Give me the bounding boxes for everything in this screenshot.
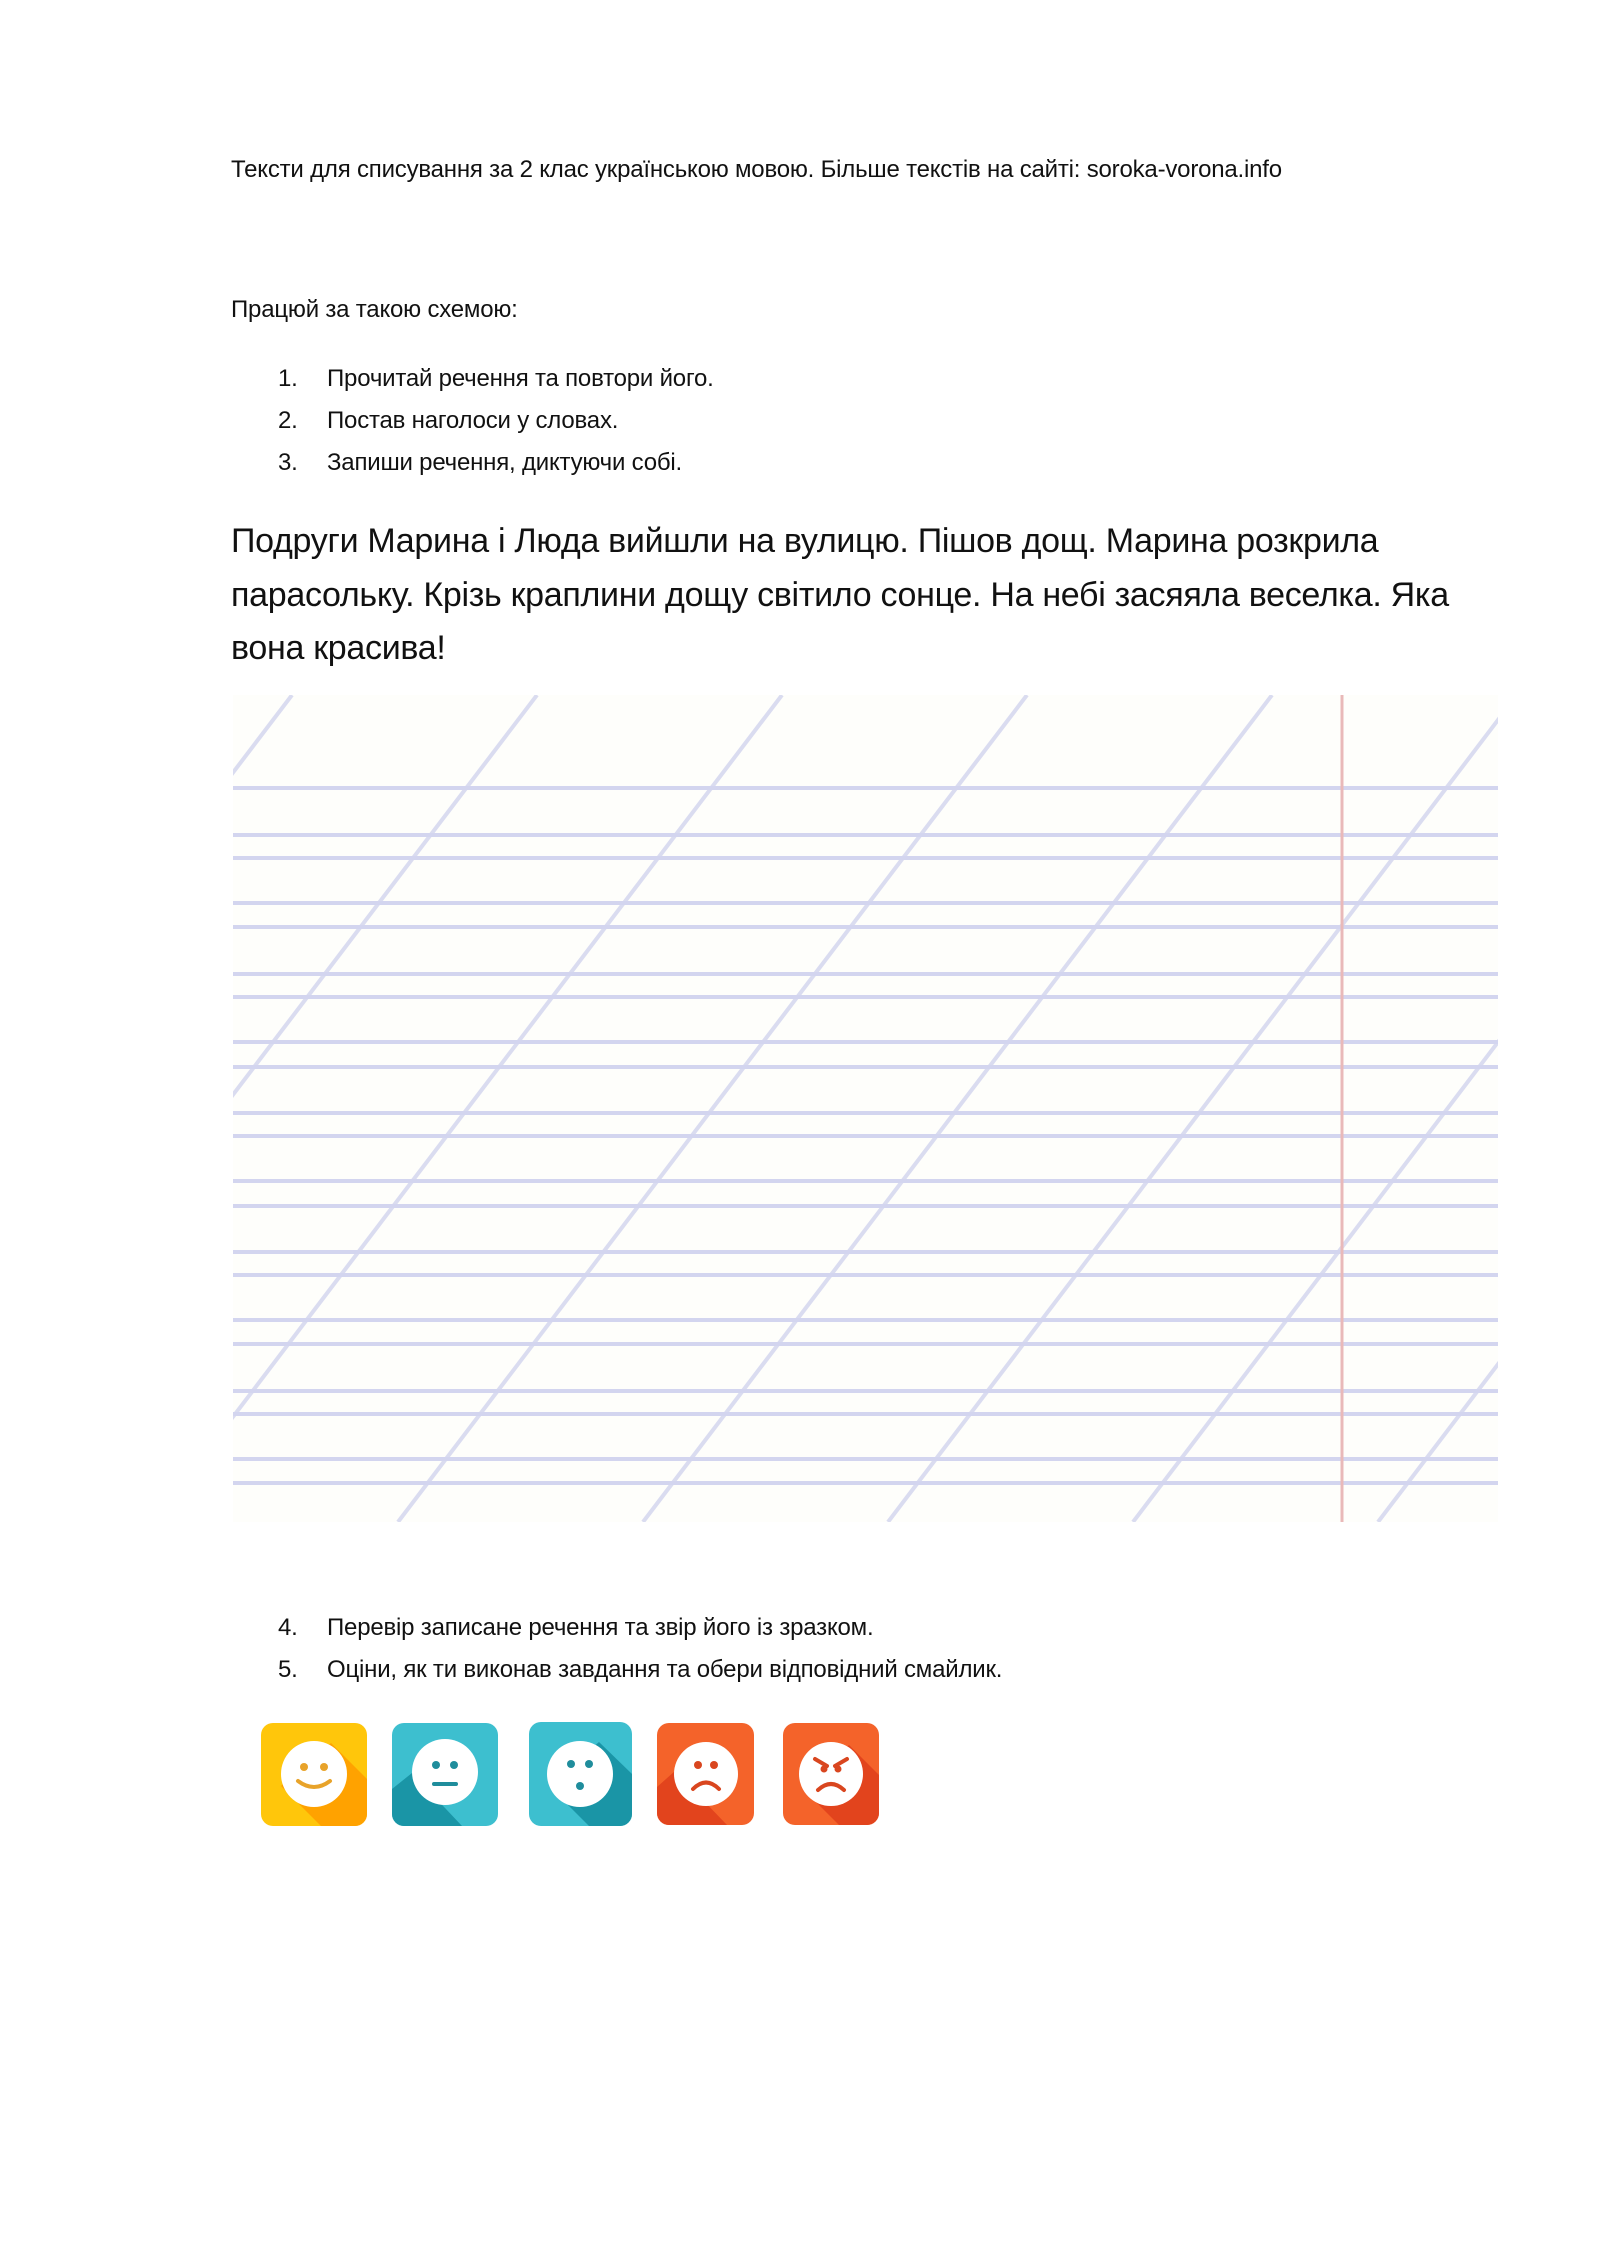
smiley-neutral[interactable] <box>392 1723 498 1826</box>
step-number: 1. <box>278 365 298 392</box>
step-text: Оціни, як ти виконав завдання та обери відповідний смайлик. <box>327 1656 1003 1683</box>
document-header: Тексти для списування за 2 клас українською мовою. Більше текстів на сайті: soroka-vorona.info <box>231 156 1282 183</box>
angry-face-icon <box>783 1723 879 1825</box>
dictation-line: парасольку. Крізь краплини дощу світило сонце. На небі засяяла веселка. Яка <box>231 575 1449 614</box>
dictation-line: вона красива! <box>231 629 446 667</box>
happy-face-icon <box>261 1723 367 1826</box>
step-text: Перевір записане речення та звір його із зразком. <box>327 1614 874 1641</box>
step-number: 2. <box>278 407 298 434</box>
sad-face-icon <box>657 1723 754 1825</box>
smiley-happy[interactable] <box>261 1723 367 1826</box>
step-number: 5. <box>278 1656 298 1683</box>
smiley-sad[interactable] <box>657 1723 754 1825</box>
dictation-text <box>231 515 1531 676</box>
surprised-face-icon <box>529 1722 632 1826</box>
horizontal-lines <box>233 788 1498 1483</box>
instruction-intro: Працюй за такою схемою: <box>231 296 518 323</box>
writing-area[interactable] <box>233 695 1498 1522</box>
slant-guide-lines <box>233 695 1498 1522</box>
step-text: Запиши речення, диктуючи собі. <box>327 449 683 476</box>
step-text: Прочитай речення та повтори його. <box>327 365 714 392</box>
smiley-surprised[interactable] <box>529 1722 632 1826</box>
step-text: Постав наголоси у словах. <box>327 407 619 434</box>
lined-paper-grid <box>233 695 1498 1522</box>
neutral-face-icon <box>392 1723 498 1826</box>
step-number: 4. <box>278 1614 298 1641</box>
smiley-angry[interactable] <box>783 1723 879 1825</box>
step-number: 3. <box>278 449 298 476</box>
dictation-line: Подруги Марина і Люда вийшли на вулицю. Пішов дощ. Марина розкрила <box>231 522 1379 560</box>
